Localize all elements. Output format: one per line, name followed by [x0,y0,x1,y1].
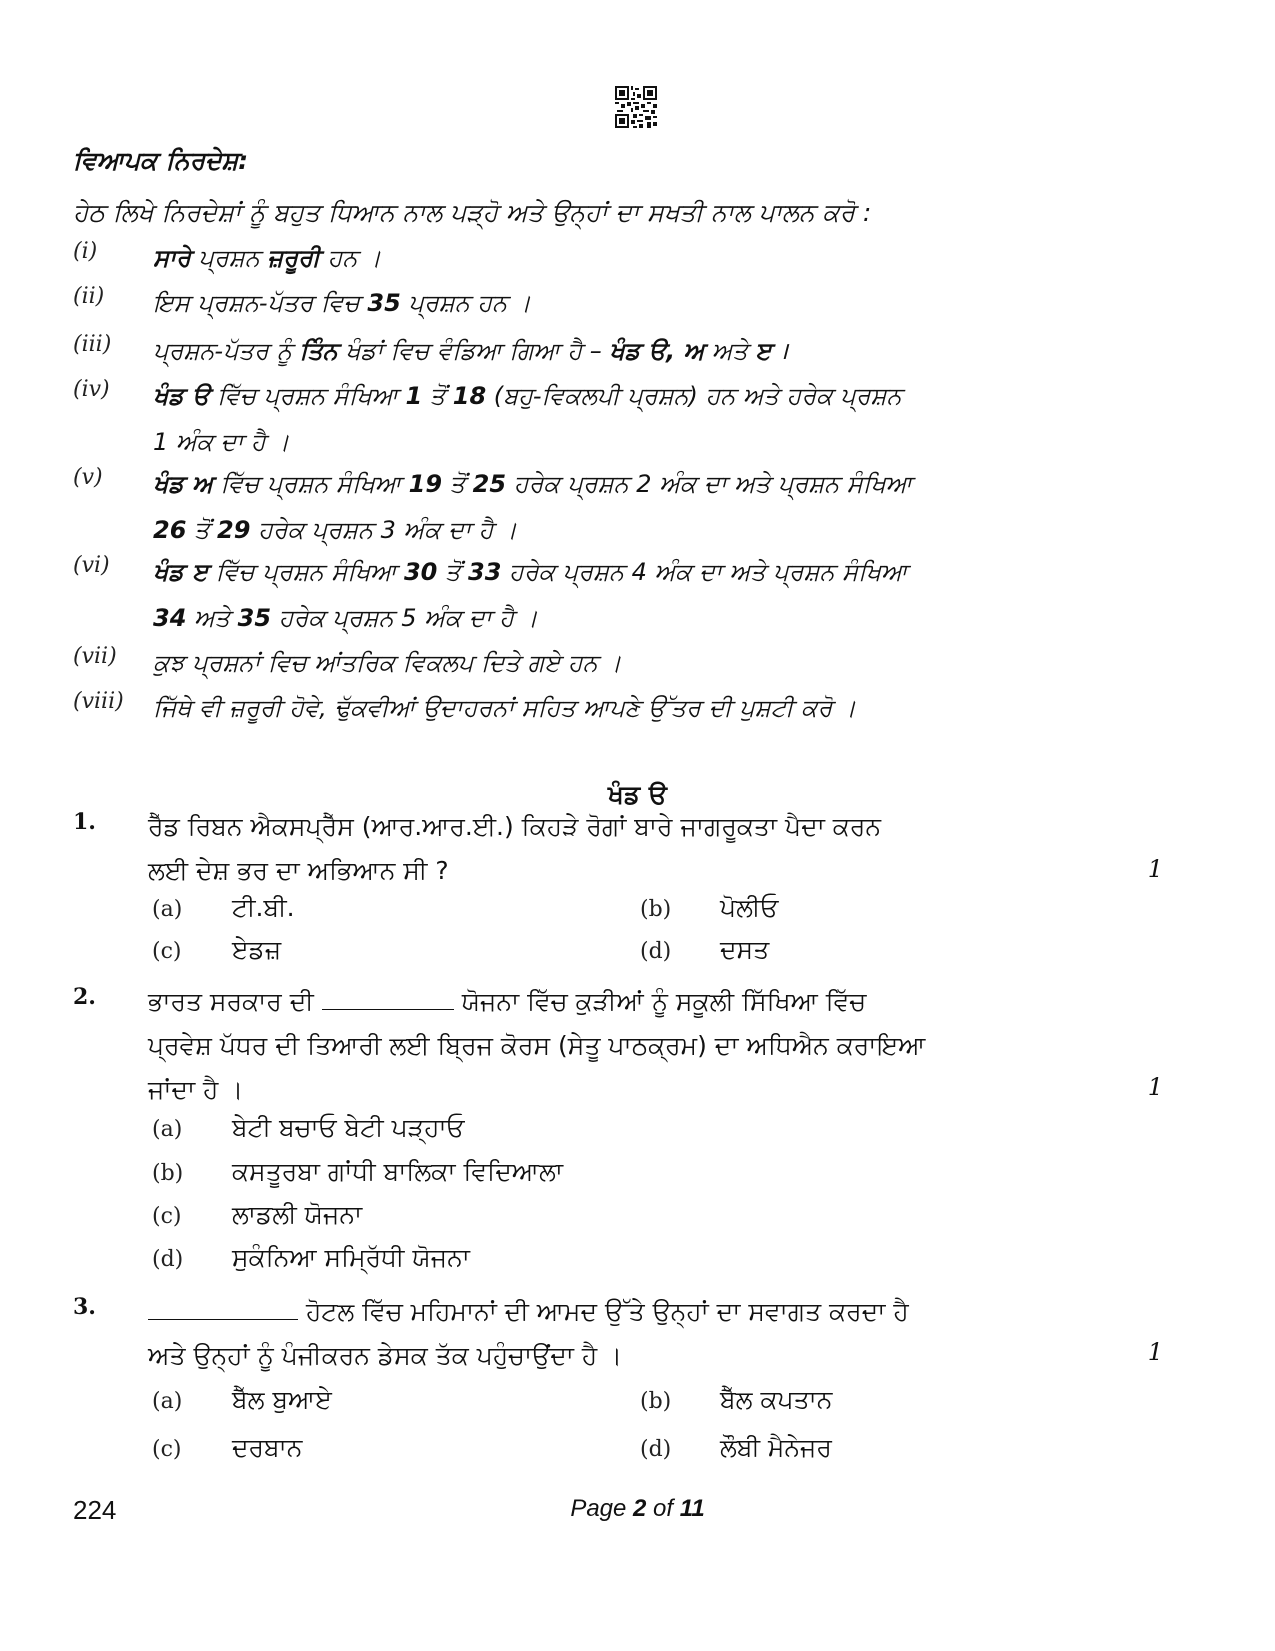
option-c[interactable]: (c) ਦਰਬਾਨ [152,1433,303,1462]
paper-code: 224 [73,1495,117,1525]
instruction-number: (iii) [73,332,112,357]
question-marks: 1 [1147,855,1163,883]
question-number: 3. [73,1294,96,1320]
instruction-number: (ii) [73,284,105,309]
option-b[interactable]: (b) ਪੋਲੀਓ [640,893,779,922]
option-b[interactable]: (b) ਕਸਤੂਰਬਾ ਗਾਂਧੀ ਬਾਲਿਕਾ ਵਿਦਿਆਲਾ [152,1157,563,1186]
instruction-number: (v) [73,465,103,490]
question-number: 2. [73,984,96,1010]
option-c[interactable]: (c) ਏਡਜ਼ [152,935,282,964]
answer-blank[interactable] [148,1297,298,1320]
instruction-number: (i) [73,239,98,264]
option-c[interactable]: (c) ਲਾਡਲੀ ਯੋਜਨਾ [152,1200,363,1229]
option-b[interactable]: (b) ਬੈੱਲ ਕਪਤਾਨ [640,1385,833,1414]
option-a[interactable]: (a) ਬੈੱਲ ਬੁਆਏ [152,1385,332,1414]
instruction-number: (viii) [73,689,124,714]
option-d[interactable]: (d) ਸੁਕੰਨਿਆ ਸਮ੍ਰਿੱਧੀ ਯੋਜਨਾ [152,1243,470,1272]
instruction-number: (vi) [73,553,110,578]
question-number: 1. [73,809,96,835]
option-a[interactable]: (a) ਬੇਟੀ ਬਚਾਓ ਬੇਟੀ ਪੜ੍ਹਾਓ [152,1113,465,1142]
question-marks: 1 [1147,1338,1163,1366]
exam-page: ਵਿਆਪਕ ਨਿਰਦੇਸ਼: ਹੇਠ ਲਿਖੇ ਨਿਰਦੇਸ਼ਾਂ ਨੂੰ ਬਹੁਤ ਧਿਆਨ ਨਾਲ ਪੜ੍ਹੋ ਅਤੇ ਉਨ੍ਹਾਂ ਦਾ ਸਖਤੀ ਨਾਲ ਪਾਲਨ ਕਰੋ : (i) ਸਾਰੇ ਪ੍ਰਸ਼ਨ ਜ਼ਰੂਰੀ ਹਨ । (ii) ਇਸ ਪ੍ਰਸ਼ਨ-ਪੱਤਰ ਵਿਚ 35 ਪ੍ਰਸ਼ਨ ਹਨ । (iii) ਪ੍ਰਸ਼ਨ-ਪੱਤਰ ਨੂੰ ਤਿੰਨ ਖੰਡਾਂ ਵਿਚ ਵੰਡਿਆ ਗਿਆ ਹੈ – ਖੰਡ ੳ, ਅ ਅਤੇ ੲ । (iv) ਖੰਡ ੳ ਵਿੱਚ ਪ੍ਰਸ਼ਨ ਸੰਖਿਆ 1 ਤੋਂ 18 (ਬਹੁ-ਵਿਕਲਪੀ ਪ੍ਰਸ਼ਨ) ਹਨ ਅਤੇ ਹਰੇਕ ਪ੍ਰਸ਼ਨ 1 ਅੰਕ ਦਾ ਹੈ । (v) ਖੰਡ ਅ ਵਿੱਚ ਪ੍ਰਸ਼ਨ ਸੰਖਿਆ 19 ਤੋਂ 25 ਹਰੇਕ ਪ੍ਰਸ਼ਨ 2 ਅੰਕ ਦਾ ਅਤੇ ਪ੍ਰਸ਼ਨ ਸੰਖਿਆ 26 ਤੋਂ 29 ਹਰੇਕ ਪ੍ਰਸ਼ਨ 3 ਅੰਕ ਦਾ ਹੈ । (vi) ਖੰਡ ੲ ਵਿੱਚ ਪ੍ਰਸ਼ਨ ਸੰਖਿਆ 30 ਤੋਂ 33 ਹਰੇਕ ਪ੍ਰਸ਼ਨ 4 ਅੰਕ ਦਾ ਅਤੇ ਪ੍ਰਸ਼ਨ ਸੰਖਿਆ 34 ਅਤੇ 35 ਹਰੇਕ ਪ੍ਰਸ਼ਨ 5 ਅੰਕ ਦਾ ਹੈ । (vii) ਕੁਝ ਪ੍ਰਸ਼ਨਾਂ ਵਿਚ ਆਂਤਰਿਕ ਵਿਕਲਪ ਦਿਤੇ ਗਏ ਹਨ । (viii) ਜਿੱਥੇ ਵੀ ਜ਼ਰੂਰੀ ਹੋਵੇ, ਢੁੱਕਵੀਆਂ ਉਦਾਹਰਨਾਂ ਸਹਿਤ ਆਪਣੇ ਉੱਤਰ ਦੀ ਪੁਸ਼ਟੀ ਕਰੋ । ਖੰਡ ੳ 1. ਰੈੱਡ ਰਿਬਨ ਐਕਸਪ੍ਰੈੱਸ (ਆਰ.ਆਰ.ਈ.) ਕਿਹੜੇ ਰੋਗਾਂ ਬਾਰੇ ਜਾਗਰੂਕਤਾ ਪੈਦਾ ਕਰਨ ਲਈ ਦੇਸ਼ ਭਰ ਦਾ ਅਭਿਆਨ ਸੀ ? 1 (a) ਟੀ.ਬੀ. (b) ਪੋਲੀਓ (c) ਏਡਜ਼ (d) ਦਸਤ 2. ਭਾਰਤ ਸਰਕਾਰ ਦੀ ਯੋਜਨਾ ਵਿੱਚ ਕੁੜੀਆਂ ਨੂੰ ਸਕੂਲੀ ਸਿੱਖਿਆ ਵਿੱਚ ਪ੍ਰਵੇਸ਼ ਪੱਧਰ ਦੀ ਤਿਆਰੀ ਲਈ ਬ੍ਰਿਜ ਕੋਰਸ (ਸੇਤੂ ਪਾਠਕ੍ਰਮ) ਦਾ ਅਧਿਐਨ ਕਰਾਇਆ ਜਾਂਦਾ ਹੈ । 1 (a) ਬੇਟੀ ਬਚਾਓ ਬੇਟੀ ਪੜ੍ਹਾਓ (b) ਕਸਤੂਰਬਾ ਗਾਂਧੀ ਬਾਲਿਕਾ ਵਿਦਿਆਲਾ (c) ਲਾਡਲੀ ਯੋਜਨਾ (d) ਸੁਕੰਨਿਆ ਸਮ੍ਰਿੱਧੀ ਯੋਜਨਾ 3. ਹੋਟਲ ਵਿੱਚ ਮਹਿਮਾਨਾਂ ਦੀ ਆਮਦ ਉੱਤੇ ਉਨ੍ਹਾਂ ਦਾ ਸਵਾਗਤ ਕਰਦਾ ਹੈ ਅਤੇ ਉਨ੍ਹਾਂ ਨੂੰ ਪੰਜੀਕਰਨ ਡੇਸਕ ਤੱਕ ਪਹੁੰਚਾਉਂਦਾ ਹੈ । 1 (a) ਬੈੱਲ ਬੁਆਏ (b) ਬੈੱਲ ਕਪਤਾਨ (c) ਦਰਬਾਨ (d) ਲੌਬੀ ਮੈਨੇਜਰ 224 Page 2 of 11 [0,0,1275,1651]
qr-code-icon [615,86,657,128]
option-d[interactable]: (d) ਦਸਤ [640,935,770,964]
answer-blank[interactable] [322,987,454,1010]
page-indicator: Page 2 of 11 [570,1495,705,1522]
general-instructions-intro: ਹੇਠ ਲਿਖੇ ਨਿਰਦੇਸ਼ਾਂ ਨੂੰ ਬਹੁਤ ਧਿਆਨ ਨਾਲ ਪੜ੍ਹੋ ਅਤੇ ਉਨ੍ਹਾਂ ਦਾ ਸਖਤੀ ਨਾਲ ਪਾਲਨ ਕਰੋ : [73,198,872,227]
question-marks: 1 [1147,1073,1163,1101]
instruction-number: (vii) [73,644,117,669]
option-a[interactable]: (a) ਟੀ.ਬੀ. [152,893,295,922]
option-d[interactable]: (d) ਲੌਬੀ ਮੈਨੇਜਰ [640,1433,832,1462]
general-instructions-title: ਵਿਆਪਕ ਨਿਰਦੇਸ਼: [73,146,249,175]
instruction-number: (iv) [73,377,110,402]
section-heading: ਖੰਡ ੳ [608,780,667,809]
